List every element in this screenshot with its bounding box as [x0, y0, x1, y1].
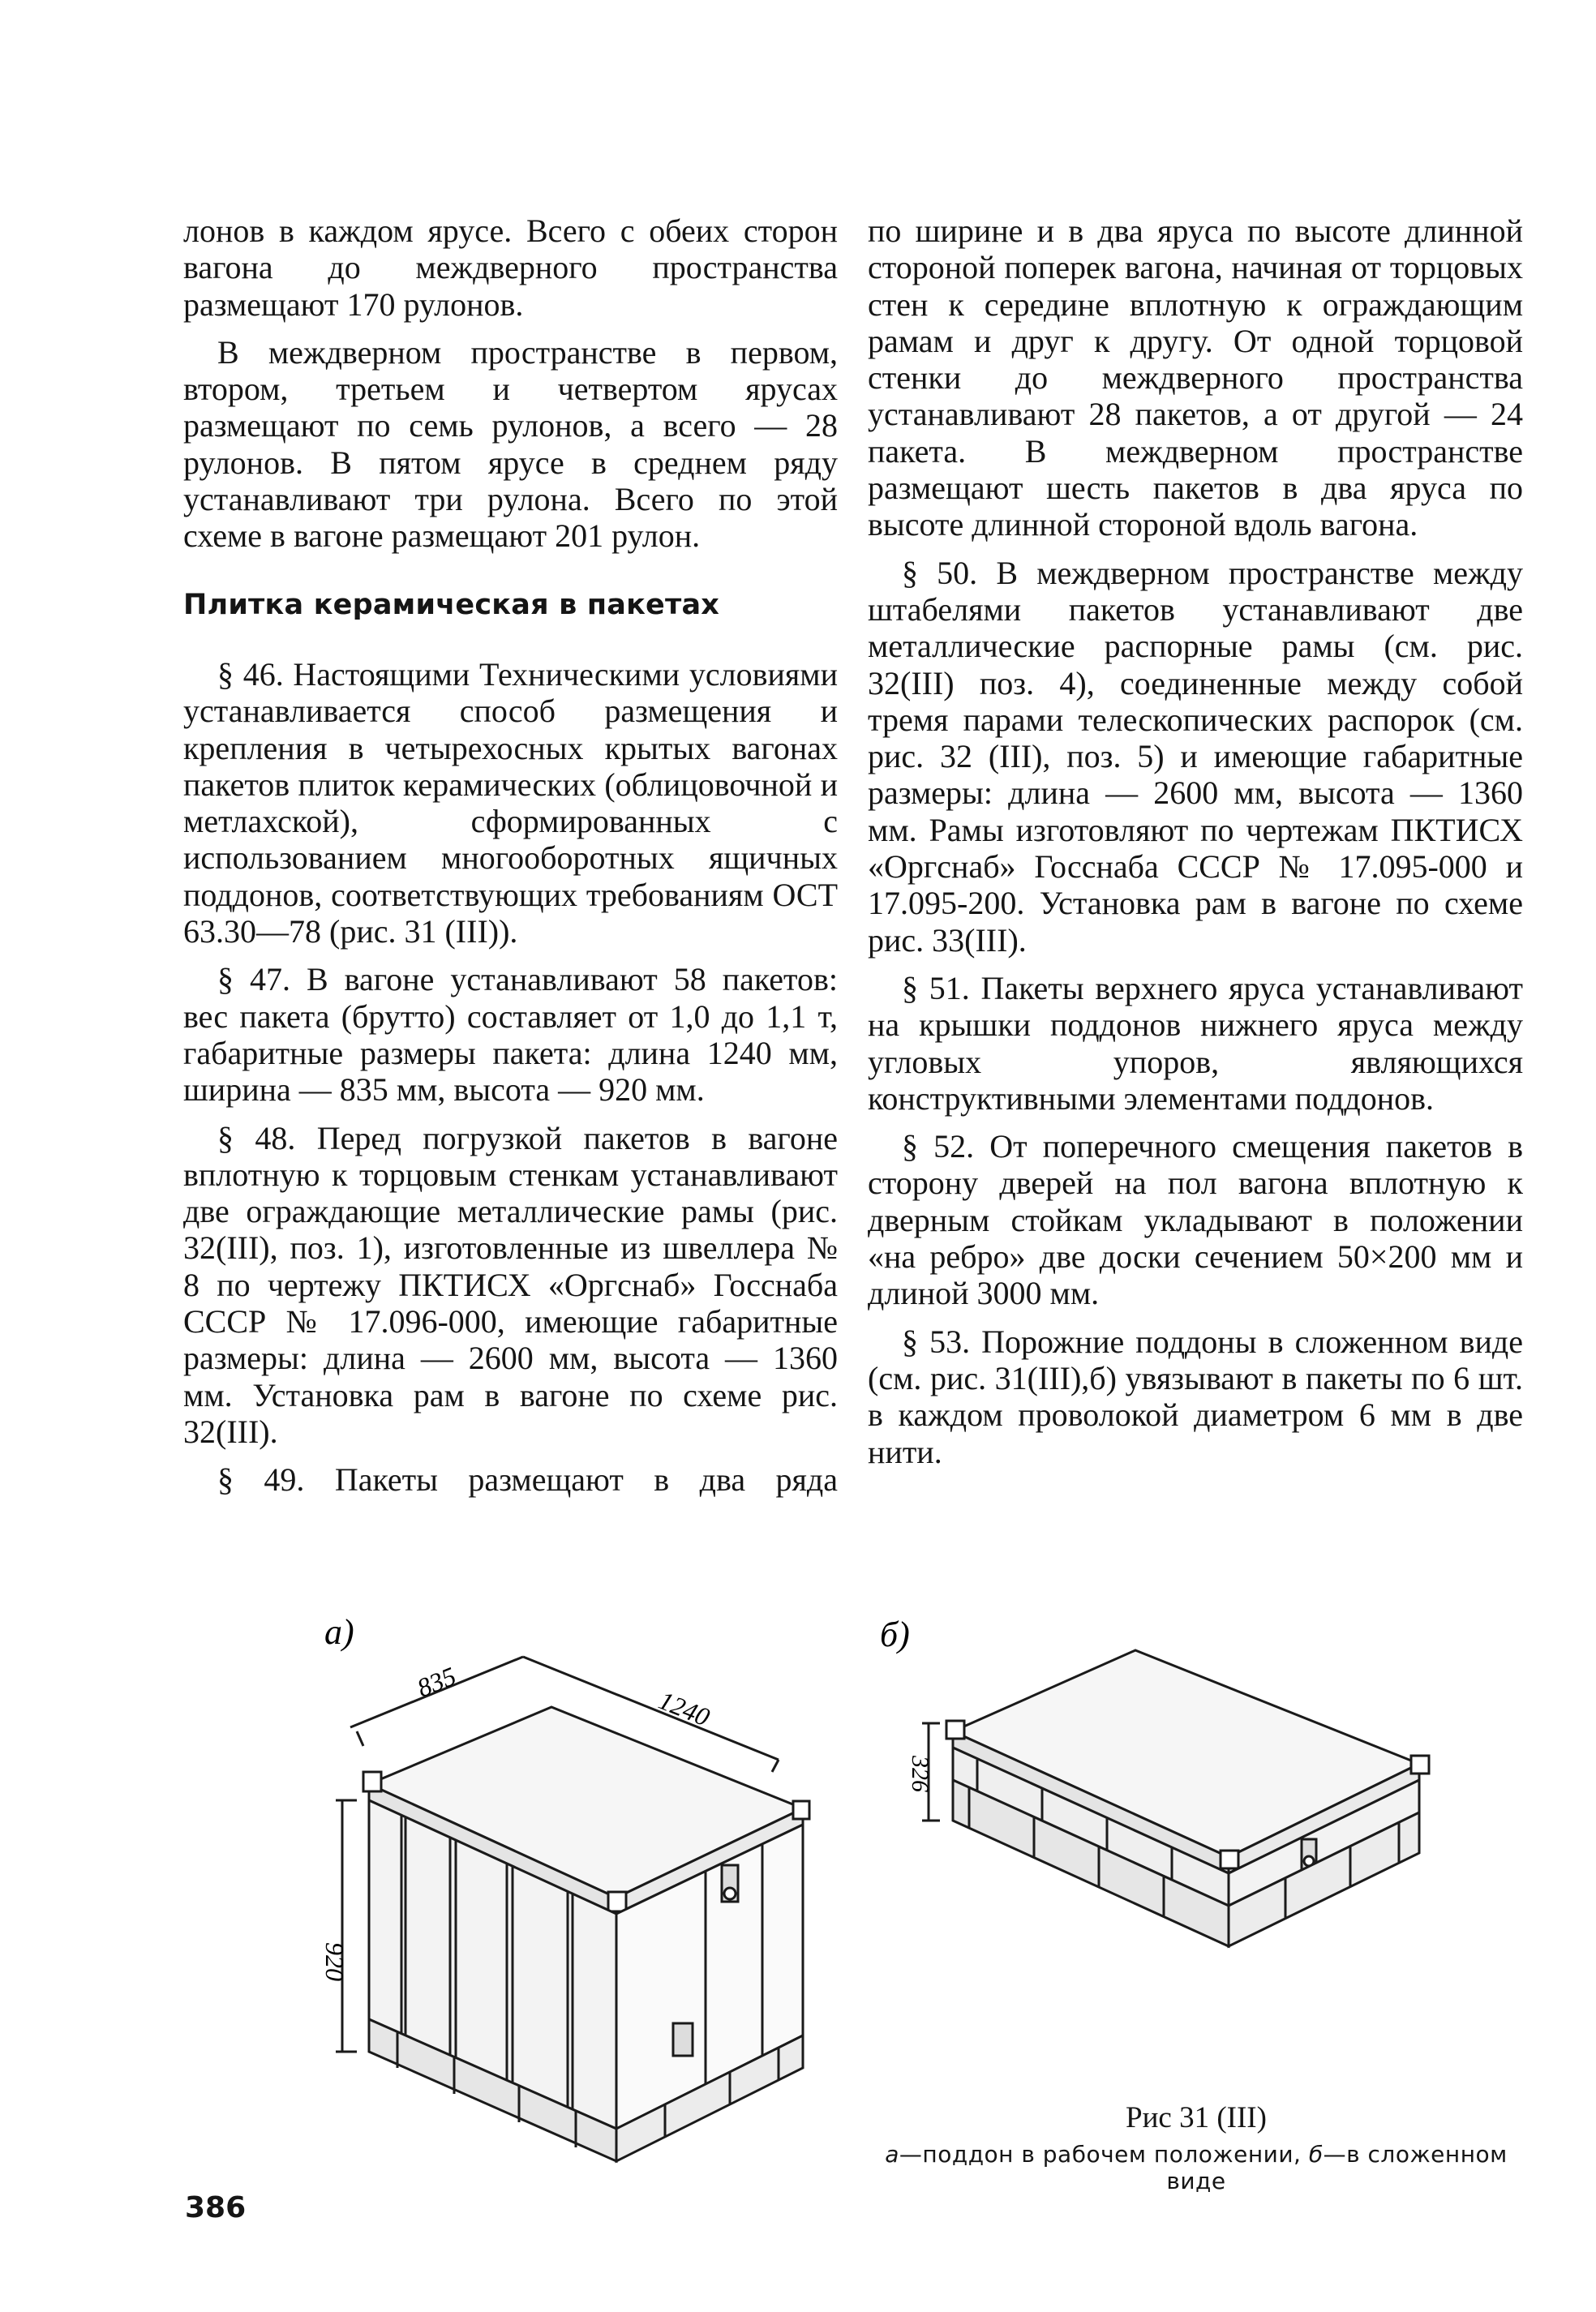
paragraph-46: § 46. Настоящими Техническими условиями устанавливается способ размещения и крепления в четырехосных крытых вагонах пакетов плиток керамических (облицовочной и метлахской), сформированных с использованием многооборотных ящичных поддонов, соответствующих требованиям ОСТ 63.30—78 (рис. 31 (III)). — [183, 655, 838, 950]
pallet-folded-drawing — [880, 1614, 1529, 2068]
paragraph-53: § 53. Порожние поддоны в сложенном виде (см. рис. 31(III),б) увязывают в пакеты по 6 шт. в каждом проволокой диаметром 6 мм в две нити. — [868, 1323, 1523, 1470]
paragraph-continued: лонов в каждом ярусе. Всего с обеих сторон вагона до междверного пространства размещают 170 рулонов. — [183, 212, 838, 323]
caption-text-a: —поддон в рабочем положении, — [899, 2141, 1302, 2168]
paragraph-49: § 49. Пакеты размещают в два ряда — [217, 1461, 838, 1499]
figure-caption-body — [860, 2141, 1533, 2194]
paragraph-51: § 51. Пакеты верхнего яруса устанавливают на крышки поддонов нижнего яруса между угловых упоров, являющихся конструктивными элементами поддонов. — [868, 969, 1523, 1117]
paragraph-47: § 47. В вагоне устанавливают 58 пакетов: вес пакета (брутто) составляет от 1,0 до 1,1 т, габаритные размеры пакета: длина 1240 мм, ширина — 835 мм, высота — 920 мм. — [183, 961, 838, 1109]
paragraph-50: § 50. В междверном пространстве между штабелями пакетов устанавливают две металлические распорные рамы (см. рис. 32(III) поз. 4), соединенные между собой тремя парами телескопических распорок (см. рис. 32 (III), поз. 5) и имеющие габаритные размеры: длина — 2600 мм, высота — 1360 мм. Рамы изготовляют по чертежам ПКТИСХ «Оргснаб» Госснаба СССР № 17.095-000 и 17.095-200. Установка рам в вагоне по схеме рис. 33(III). — [868, 554, 1523, 959]
figure-caption-title: Рис 31 (III) — [1126, 2101, 1267, 2134]
dimension-length-label: 1240 — [654, 1685, 714, 1732]
figure-label-b: б) — [880, 1615, 910, 1654]
paragraph-52: § 52. От поперечного смещения пакетов в сторону дверей на пол вагона вплотную к дверным стойкам укладывают в положении «на ребро» две доски сечением 50×200 мм и длиной 3000 мм. — [868, 1128, 1523, 1312]
dimension-width-label: 835 — [413, 1661, 461, 1703]
caption-text-b: —в сложенном виде — [1166, 2141, 1508, 2194]
right-column — [868, 212, 1523, 1482]
section-title: Плитка керамическая в пакетах — [183, 588, 720, 621]
figure-label-a: а) — [324, 1612, 354, 1652]
caption-letter-b: б — [1308, 2141, 1324, 2168]
dimension-height-label: 920 — [320, 1942, 350, 1981]
dimension-folded-height-label: 326 — [907, 1756, 933, 1792]
paragraph-48: § 48. Перед погрузкой пакетов в вагоне вплотную к торцовым стенкам устанавливают две ограждающие металлические рамы (рис. 32(III), поз. 1), изготовленные из швеллера № 8 по чертежу ПКТИСХ «Оргснаб» Госснаба СССР № 17.096-000, имеющие габаритные размеры: длина — 2600 мм, высота — 1360 мм. Установка рам в вагоне по схеме рис. 32(III). — [183, 1119, 838, 1450]
left-column — [183, 212, 838, 1510]
paragraph-continued: по ширине и в два яруса по высоте длинной стороной поперек вагона, начиная от торцовых стен к середине вплотную к ограждающим рамам и друг к другу. От одной торцовой стенки до междверного пространства устанавливают 28 пакетов, а от другой — 24 пакета. В междверном пространстве размещают шесть пакетов в два яруса по высоте длинной стороной вдоль вагона. — [868, 212, 1523, 543]
caption-letter-a: а — [885, 2141, 899, 2168]
pallet-working-drawing — [320, 1610, 835, 2177]
page-number: 386 — [185, 2191, 247, 2224]
paragraph: В междверном пространстве в первом, втором, третьем и четвертом ярусах размещают по семь рулонов, а всего — 28 рулонов. В пятом ярусе в среднем ряду устанавливают три рулона. Всего по этой схеме в вагоне размещают 201 рулон. — [183, 333, 838, 555]
